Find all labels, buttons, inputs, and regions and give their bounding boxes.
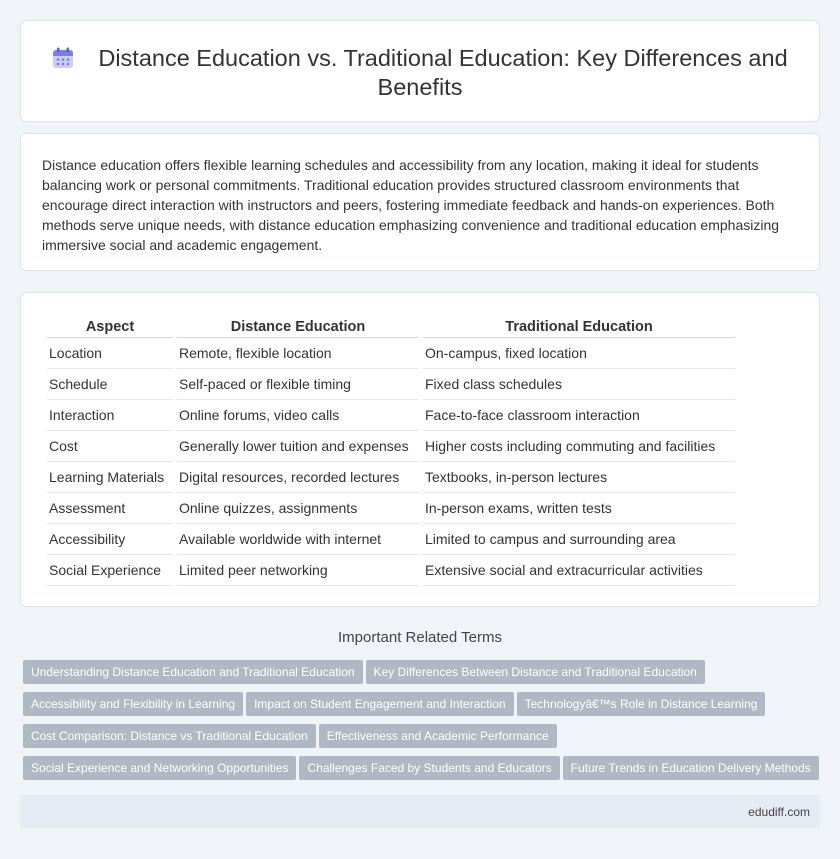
cell-distance: Online quizzes, assignments [177, 493, 419, 524]
cell-traditional: On-campus, fixed location [423, 338, 735, 369]
cell-aspect: Cost [47, 431, 173, 462]
related-terms-heading: Important Related Terms [338, 629, 502, 646]
cell-distance: Remote, flexible location [177, 338, 419, 369]
cell-aspect: Schedule [47, 369, 173, 400]
related-tag[interactable]: Cost Comparison: Distance vs Traditional Education [23, 724, 316, 748]
table-header-row [47, 316, 735, 338]
table-row [47, 493, 735, 524]
cell-traditional: Textbooks, in-person lectures [423, 462, 735, 493]
table-row [47, 555, 735, 586]
intro-card [20, 133, 820, 271]
table-row [47, 400, 735, 431]
related-tag[interactable]: Accessibility and Flexibility in Learning [23, 692, 243, 716]
cell-traditional: Face-to-face classroom interaction [423, 400, 735, 431]
title-card [20, 20, 820, 122]
cell-aspect: Interaction [47, 400, 173, 431]
cell-traditional: Extensive social and extracurricular activities [423, 555, 735, 586]
header-aspect: Aspect [47, 316, 173, 338]
header-traditional: Traditional Education [423, 316, 735, 338]
related-tag[interactable]: Social Experience and Networking Opportunities [23, 756, 296, 780]
related-tag[interactable]: Effectiveness and Academic Performance [319, 724, 557, 748]
page-title-wrap [21, 44, 819, 102]
comparison-card [20, 292, 820, 607]
related-tag[interactable]: Future Trends in Education Delivery Methods [563, 756, 819, 780]
related-tag[interactable]: Impact on Student Engagement and Interaction [246, 692, 514, 716]
cell-traditional: Higher costs including commuting and facilities [423, 431, 735, 462]
related-tags-row-3 [23, 724, 823, 748]
cell-aspect: Location [47, 338, 173, 369]
table-row [47, 369, 735, 400]
cell-aspect: Learning Materials [47, 462, 173, 493]
cell-aspect: Social Experience [47, 555, 173, 586]
calendar-icon [52, 47, 74, 69]
cell-distance: Digital resources, recorded lectures [177, 462, 419, 493]
cell-distance: Available worldwide with internet [177, 524, 419, 555]
related-tag[interactable]: Technologyâ€™s Role in Distance Learning [517, 692, 766, 716]
related-tags-row-4 [23, 756, 823, 780]
comparison-table [43, 316, 739, 586]
cell-aspect: Accessibility [47, 524, 173, 555]
table-row [47, 524, 735, 555]
cell-aspect: Assessment [47, 493, 173, 524]
cell-traditional: Fixed class schedules [423, 369, 735, 400]
header-distance: Distance Education [177, 316, 419, 338]
cell-distance: Generally lower tuition and expenses [177, 431, 419, 462]
cell-distance: Self-paced or flexible timing [177, 369, 419, 400]
intro-paragraph: Distance education offers flexible learning schedules and accessibility from any location, making it ideal for students balancing work or personal commitments. Traditional education provides structured classroom environments that encourage direct interaction with instructors and peers, fostering immediate feedback and hands-on experiences. Both methods serve unique needs, with distance education emphasizing convenience and traditional education emphasizing immersive social and academic engagement. [42, 157, 780, 253]
page-title: Distance Education vs. Traditional Education: Key Differences and Benefits [98, 45, 788, 100]
related-tags-row-1 [23, 660, 823, 684]
table-row [47, 431, 735, 462]
table-row [47, 338, 735, 369]
related-tag[interactable]: Key Differences Between Distance and Traditional Education [366, 660, 705, 684]
cell-distance: Limited peer networking [177, 555, 419, 586]
cell-distance: Online forums, video calls [177, 400, 419, 431]
related-tag[interactable]: Understanding Distance Education and Traditional Education [23, 660, 363, 684]
footer [20, 795, 820, 828]
footer-brand[interactable]: edudiff.com [748, 805, 810, 819]
related-tags-row-2 [23, 692, 823, 716]
cell-traditional: Limited to campus and surrounding area [423, 524, 735, 555]
related-tag[interactable]: Challenges Faced by Students and Educators [299, 756, 559, 780]
cell-traditional: In-person exams, written tests [423, 493, 735, 524]
table-row [47, 462, 735, 493]
